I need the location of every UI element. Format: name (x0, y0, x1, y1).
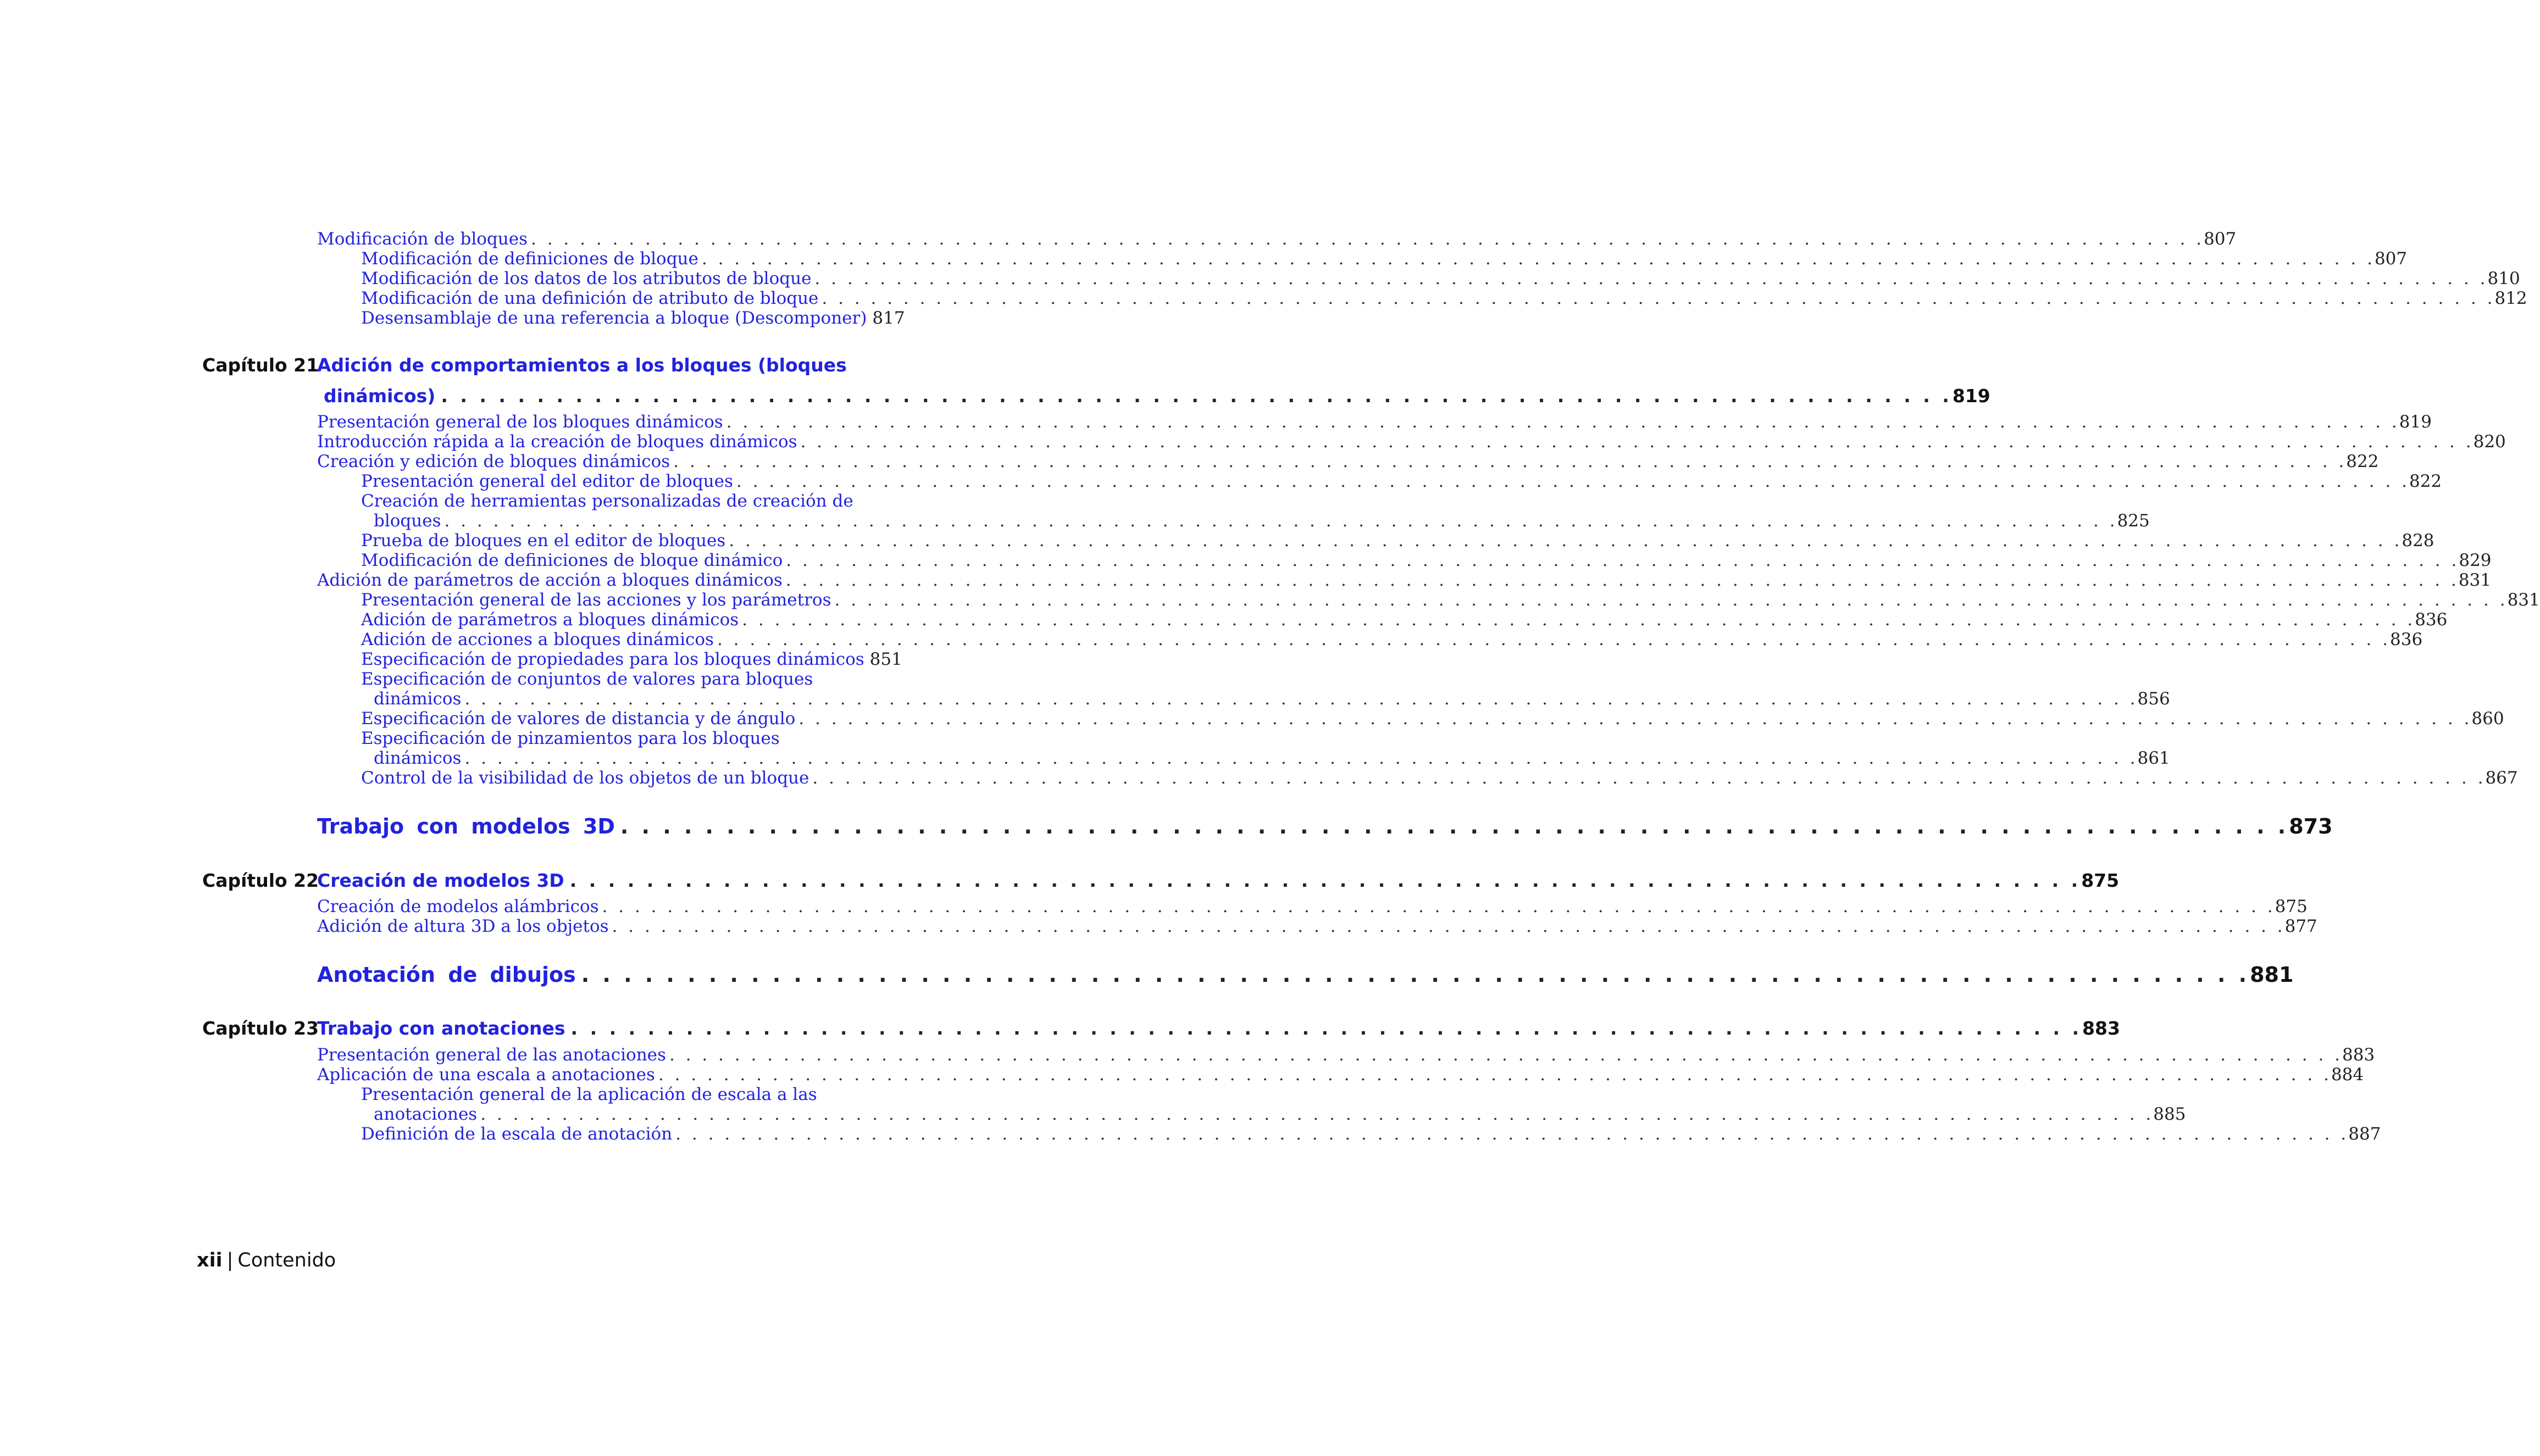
dot-leader (822, 288, 2492, 308)
toc-entry-title[interactable]: Presentación general de las anotaciones (317, 1045, 666, 1065)
dot-leader (717, 630, 2388, 649)
toc-entry-title[interactable]: Desensamblaje de una referencia a bloque (Descomponer) (361, 308, 867, 328)
toc-entry-page: 867 (2485, 768, 2518, 788)
toc-entry-page: 877 (2284, 916, 2317, 936)
toc-entry-title-cont[interactable]: anotaciones (374, 1104, 478, 1124)
toc-entry-page: 822 (2409, 471, 2442, 491)
toc-entry-title[interactable]: Especificación de conjuntos de valores para bloques (361, 669, 813, 689)
dot-leader (729, 531, 2399, 551)
toc-entry-title[interactable]: Especificación de valores de distancia y de ángulo (361, 709, 796, 729)
toc-entry[interactable] (317, 452, 2379, 471)
toc-entry-title[interactable]: Adición de parámetros de acción a bloques dinámicos (317, 570, 783, 590)
toc-entry[interactable] (361, 768, 2518, 788)
toc-entry[interactable] (361, 590, 2540, 610)
dot-leader (786, 551, 2456, 570)
chapter-title-cont[interactable]: dinámicos) (324, 385, 436, 407)
toc-entry-page: 812 (2494, 288, 2527, 308)
toc-entry-title[interactable]: Control de la visibilidad de los objetos de un bloque (361, 768, 809, 788)
toc-entry-page: 831 (2507, 590, 2540, 610)
toc-entry[interactable] (361, 288, 2527, 308)
dot-leader (726, 412, 2397, 432)
dot-leader (581, 963, 2247, 987)
toc-entry[interactable] (317, 432, 2506, 452)
toc-entry-page: 822 (2346, 452, 2379, 471)
chapter-title[interactable]: Trabajo con anotaciones (317, 1018, 565, 1039)
toc-entry[interactable] (374, 689, 2170, 709)
toc-entry-title[interactable]: Creación de modelos alámbricos (317, 897, 599, 916)
toc-entry-title[interactable]: Introducción rápida a la creación de bloques dinámicos (317, 432, 797, 452)
toc-entry-page: 829 (2459, 551, 2492, 570)
toc-entry[interactable] (317, 916, 2317, 936)
toc-entry[interactable] (361, 471, 2442, 491)
toc-entry[interactable] (361, 610, 2448, 630)
toc-entry[interactable] (374, 748, 2170, 768)
chapter-label: Capítulo 23 (202, 1018, 319, 1039)
toc-entry-title[interactable]: Adición de parámetros a bloques dinámicos (361, 610, 739, 630)
toc-entry-title[interactable]: Presentación general de las acciones y los parámetros (361, 590, 831, 610)
dot-leader (571, 1018, 2079, 1039)
toc-entry-title[interactable]: Modificación de bloques (317, 229, 528, 249)
toc-entry[interactable] (317, 412, 2432, 432)
chapter-entry[interactable] (324, 385, 1990, 407)
dot-leader (835, 590, 2505, 610)
toc-entry-page: 807 (2204, 229, 2237, 249)
footer-separator: | (226, 1249, 234, 1271)
toc-entry-title[interactable]: Adición de altura 3D a los objetos (317, 916, 609, 936)
toc-entry-page: 828 (2402, 531, 2434, 551)
part-entry[interactable] (317, 963, 2294, 987)
toc-entry-title[interactable]: Modificación de definiciones de bloque dinámico (361, 551, 783, 570)
toc-entry-page: 820 (2473, 432, 2506, 452)
toc-entry-page: 819 (2399, 412, 2432, 432)
dot-leader (742, 610, 2413, 630)
running-section: Contenido (237, 1249, 336, 1271)
toc-entry[interactable] (361, 308, 905, 328)
toc-entry-title[interactable]: Aplicación de una escala a anotaciones (317, 1065, 655, 1085)
toc-entry-title[interactable]: Creación de herramientas personalizadas de creación de (361, 491, 853, 511)
toc-entry-page: 831 (2458, 570, 2492, 590)
dot-leader (798, 709, 2469, 729)
toc-entry-title[interactable]: Creación y edición de bloques dinámicos (317, 452, 670, 471)
toc-entry-page: 861 (2137, 748, 2170, 768)
toc-entry-title[interactable]: Especificación de pinzamientos para los bloques (361, 729, 780, 748)
toc-entry-page: 887 (2348, 1124, 2381, 1144)
dot-leader (480, 1104, 2151, 1124)
toc-entry-title[interactable]: Adición de acciones a bloques dinámicos (361, 630, 714, 649)
part-title[interactable]: Trabajo con modelos 3D (317, 814, 615, 838)
toc-entry[interactable] (317, 897, 2308, 916)
toc-entry[interactable] (317, 229, 2237, 249)
toc-entry-page: 817 (872, 308, 905, 328)
toc-entry-page: 825 (2117, 511, 2150, 531)
dot-leader (675, 1124, 2346, 1144)
toc-entry[interactable] (361, 630, 2423, 649)
dot-leader (669, 1045, 2340, 1065)
toc-entry-page: 810 (2487, 269, 2520, 288)
toc-entry-title[interactable]: Definición de la escala de anotación (361, 1124, 673, 1144)
toc-entry-title[interactable]: Presentación general de la aplicación de escala a las (361, 1085, 817, 1104)
chapter-title[interactable]: Creación de modelos 3D (317, 870, 564, 891)
dot-leader (801, 432, 2471, 452)
toc-entry-title-cont[interactable]: dinámicos (374, 748, 462, 768)
toc-entry[interactable] (317, 570, 2492, 590)
toc-entry[interactable] (361, 1124, 2381, 1144)
dot-leader (445, 511, 2115, 531)
dot-leader (441, 385, 1949, 407)
dot-leader (464, 689, 2135, 709)
toc-entry-title[interactable]: Prueba de bloques en el editor de bloques (361, 531, 726, 551)
chapter-entry[interactable] (317, 870, 2120, 891)
toc-entry-page: 860 (2471, 709, 2504, 729)
toc-entry-title[interactable]: Presentación general del editor de bloques (361, 471, 733, 491)
chapter-label: Capítulo 21 (202, 354, 319, 376)
chapter-label: Capítulo 22 (202, 870, 319, 891)
part-page: 873 (2289, 814, 2333, 838)
toc-entry[interactable] (361, 249, 2408, 269)
toc-entry-page: 883 (2342, 1045, 2375, 1065)
dot-leader (702, 249, 2372, 269)
toc-entry[interactable] (317, 1045, 2375, 1065)
dot-leader (673, 452, 2344, 471)
toc-entry[interactable] (361, 551, 2492, 570)
dot-leader (531, 229, 2201, 249)
toc-entry-page: 836 (2390, 630, 2423, 649)
page-folio: xii (197, 1249, 223, 1271)
toc-entry[interactable] (374, 511, 2150, 531)
dot-leader (570, 870, 2078, 891)
toc-entry-title-cont[interactable]: bloques (374, 511, 441, 531)
dot-leader (612, 916, 2283, 936)
toc-entry[interactable] (361, 649, 902, 669)
dot-leader (464, 748, 2135, 768)
chapter-entry[interactable] (317, 1018, 2120, 1039)
dot-leader (658, 1065, 2329, 1085)
toc-entry-page: 885 (2153, 1104, 2186, 1124)
part-page: 881 (2250, 963, 2294, 987)
toc-entry[interactable] (361, 269, 2520, 288)
toc-entry-page: 807 (2374, 249, 2408, 269)
toc-entry-page: 875 (2275, 897, 2308, 916)
dot-leader (814, 269, 2485, 288)
toc-entry-title-cont[interactable]: dinámicos (374, 689, 462, 709)
dot-leader (602, 897, 2273, 916)
dot-leader (736, 471, 2407, 491)
toc-entry-title[interactable]: Modificación de una definición de atributo de bloque (361, 288, 819, 308)
chapter-page: 875 (2081, 870, 2120, 891)
toc-entry-title[interactable]: Modificación de definiciones de bloque (361, 249, 698, 269)
chapter-page: 819 (1952, 385, 1990, 407)
toc-entry-page: 851 (869, 649, 902, 669)
part-title[interactable]: Anotación de dibujos (317, 963, 576, 987)
chapter-title[interactable]: Adición de comportamientos a los bloques (bloques (317, 354, 847, 376)
toc-entry-page: 836 (2415, 610, 2448, 630)
dot-leader (620, 814, 2286, 838)
toc-entry-title[interactable]: Presentación general de los bloques dinámicos (317, 412, 723, 432)
toc-entry-title[interactable]: Especificación de propiedades para los bloques dinámicos (361, 649, 864, 669)
page-footer (197, 1249, 336, 1271)
toc-entry[interactable] (374, 1104, 2186, 1124)
dot-leader (786, 570, 2456, 590)
dot-leader (812, 768, 2483, 788)
chapter-page: 883 (2082, 1018, 2120, 1039)
toc-entry[interactable] (361, 531, 2434, 551)
toc-entry-title[interactable]: Modificación de los datos de los atributos de bloque (361, 269, 812, 288)
toc-entry-page: 856 (2137, 689, 2170, 709)
part-entry[interactable] (317, 814, 2333, 838)
toc-entry-page: 884 (2331, 1065, 2364, 1085)
toc-entry[interactable] (361, 709, 2504, 729)
toc-entry[interactable] (317, 1065, 2364, 1085)
